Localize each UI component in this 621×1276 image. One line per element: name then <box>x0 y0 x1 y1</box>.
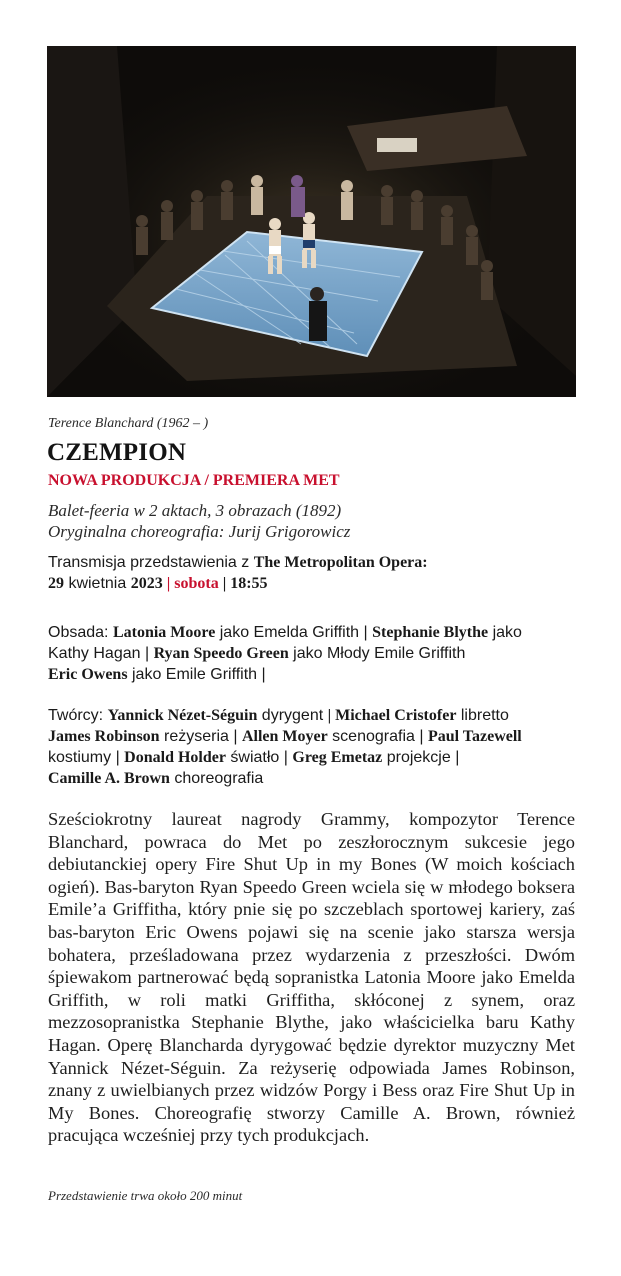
cast-label: Obsada: <box>48 624 113 641</box>
cast-role: jako Emile Griffith | <box>127 666 266 683</box>
transmission-info <box>48 552 428 594</box>
crew-name: James Robinson <box>48 728 160 745</box>
crew-name: Paul Tazewell <box>427 728 522 745</box>
cast-name: Eric Owens <box>48 666 128 683</box>
crew-name: Greg Emetaz <box>292 749 383 766</box>
transmission-weekday: sobota <box>174 575 219 592</box>
crew-name: Donald Holder <box>124 749 226 766</box>
crew-name: Yannick Nézet-Séguin <box>107 707 258 724</box>
crew-name: | Michael Cristofer <box>327 707 457 724</box>
crew-role: libretto <box>456 707 509 724</box>
transmission-month: kwietnia <box>64 575 131 592</box>
cast-name: Latonia Moore <box>112 624 216 641</box>
cast-role: Kathy Hagan | <box>48 645 154 662</box>
cast-list <box>48 622 588 685</box>
production-label: NOWA PRODUKCJA / PREMIERA MET <box>48 472 340 489</box>
genre-info <box>48 500 350 542</box>
transmission-intro: Transmisja przedstawienia z <box>48 554 254 571</box>
crew-name: Camille A. Brown <box>48 770 170 787</box>
production-photo <box>47 46 576 397</box>
transmission-day: 29 <box>48 575 64 592</box>
cast-role: jako <box>488 624 522 641</box>
crew-label: Twórcy: <box>48 707 108 724</box>
transmission-year: 2023 <box>130 575 163 592</box>
description: Sześciokrotny laureat nagrody Grammy, kompozytor Terence Blanchard, powraca do Met po zeszłorocznym sukcesie jego debiutanckiej opery Fire Shut Up in my Bones (W moich kościach ogień). Bas-baryton Ryan Speedo Green wciela się w młodego boksera Emile’a Griffitha, który pnie się po szczeblach sportowej kariery, zaś bas-baryton Eric Owens pojawi się na scenie jako starsza wersja bohatera, prześladowana przez wydarzenia z przeszłości. Dwóm śpiewakom partnerować będą sopranistka Latonia Moore jako Emelda Griffith, w roli matki Griffitha, skłóconej z synem, oraz mezzosopranistka Stephanie Blythe, jako właścicielka baru Kathy Hagan. Operę Blancharda dyrygować będzie dyrektor muzyczny Met Yannick Nézet-Séguin. Za reżyserię odpowiada James Robinson, znany z uwielbianych przez widzów Porgy i Bess oraz Fire Shut Up in My Bones. Choreografię stworzy Camille A. Brown, również pracująca wcześniej przy tych produkcjach. <box>48 809 575 1146</box>
composer: Terence Blanchard (1962 – ) <box>48 416 209 431</box>
crew-role: kostiumy | <box>48 749 125 766</box>
separator: | <box>218 575 231 592</box>
duration-note: Przedstawienie trwa około 200 minut <box>48 1188 243 1203</box>
crew-role: choreografia <box>169 770 264 787</box>
opera-title: CZEMPION <box>47 439 187 466</box>
transmission-source: The Metropolitan Opera: <box>253 554 428 571</box>
crew-role: reżyseria | <box>159 728 242 745</box>
cast-role: jako Emelda Griffith | <box>215 624 373 641</box>
crew-role: światło | <box>225 749 293 766</box>
crew-role: projekcje | <box>382 749 460 766</box>
cast-name: Stephanie Blythe <box>372 624 489 641</box>
crew-name: Allen Moyer <box>241 728 328 745</box>
crew-role: dyrygent <box>257 707 328 724</box>
cast-name: Ryan Speedo Green <box>153 645 289 662</box>
transmission-time: 18:55 <box>230 575 268 592</box>
genre-line: Balet-feeria w 2 aktach, 3 obrazach (1892) <box>48 501 342 520</box>
separator: | <box>162 575 175 592</box>
boxing-stage-illustration <box>47 46 576 397</box>
choreography-line: Oryginalna choreografia: Jurij Grigorowicz <box>48 522 351 541</box>
crew-role: scenografia | <box>327 728 428 745</box>
cast-role: jako Młody Emile Griffith <box>288 645 466 662</box>
crew-list <box>48 705 588 789</box>
